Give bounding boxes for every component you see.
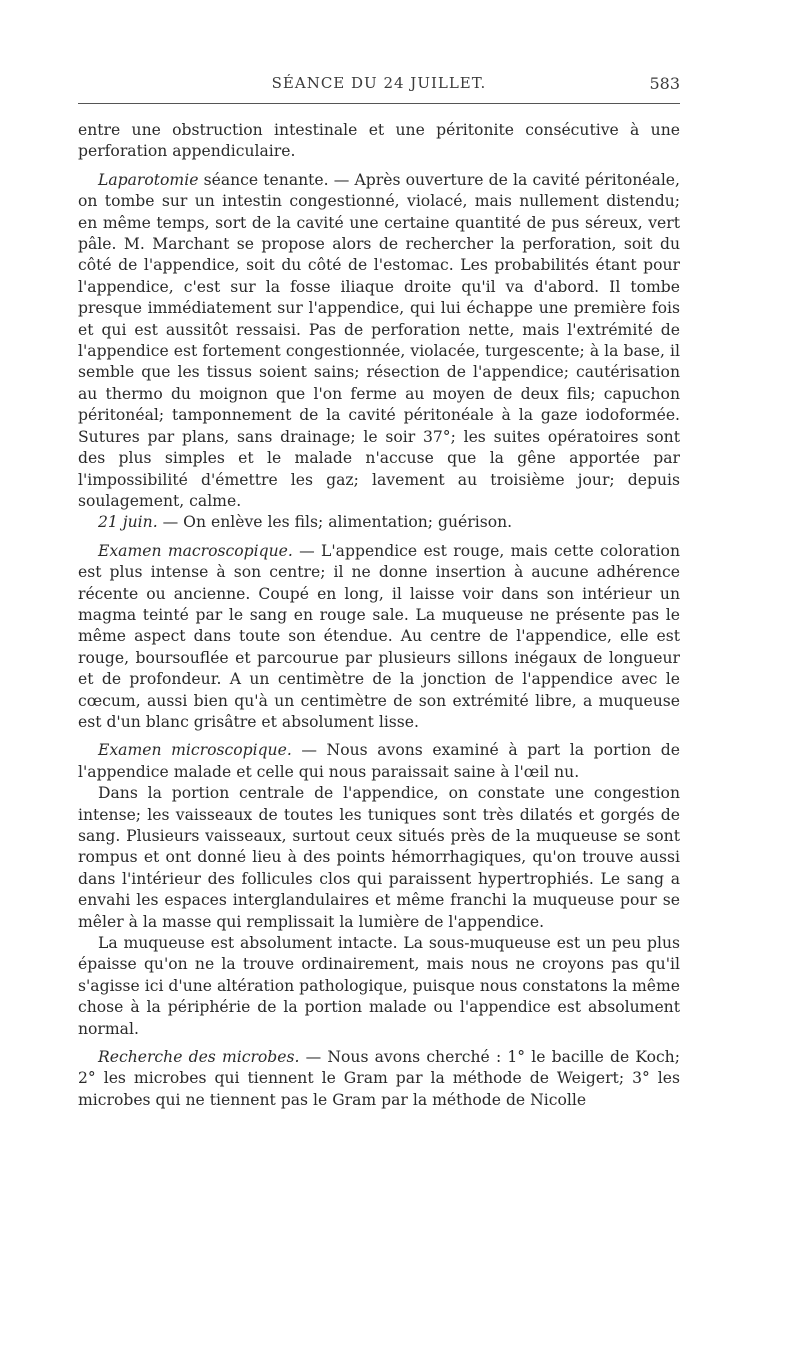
paragraph-laparotomie: Laparotomie séance tenante. — Après ouverture de la cavité péritonéale, on tombe sur un intestin congestionné, violacé, mais nullement distendu; en même temps, sort de la cavité une certaine quantité de pus séreux, vert pâle. M. Marchant se propose alors de rechercher la perforation, soit du côté de l'appendice, soit du côté de l'estomac. Les probabilités étant pour l'appendice, c'est sur la fosse iliaque droite qu'il va d'abord. Il tombe presque immédiatement sur l'appendice, qui lui échappe une première fois et qui est aussitôt ressaisi. Pas de perforation nette, mais l'extrémité de l'appendice est fortement congestionnée, violacée, turgescente; à la base, il semble que les tissus soient sains; résection de l'appendice; cautérisation au thermo du moignon que l'on ferme au moyen de deux fils; capuchon péritonéal; tamponnement de la cavité péritonéale à la gaze iodoformée. Sutures par plans, sans drainage; le soir 37°; les suites opératoires sont des plus simples et le malade n'accuse que la gêne apportée par l'impossibilité d'émettre les gaz; lavement au troisième jour; depuis soulagement, calme.: [78, 170, 680, 510]
paragraph-muqueuse: La muqueuse est absolument intacte. La sous-muqueuse est un peu plus épaisse qu'on ne la trouve ordinairement, mais nous ne croyons pas qu'il s'agisse ici d'une altération pathologique, puisque nous constatons la même chose à la périphérie de la portion malade ou l'appendice est absolument normal.: [78, 934, 680, 1038]
paragraph-examen-microscopique: Examen microscopique. — Nous avons examiné à part la portion de l'appendice malade et celle qui nous paraissait saine à l'œil nu.: [78, 741, 680, 781]
paragraph-lead: Laparotomie: [98, 170, 199, 189]
paragraph-lead: Examen macroscopique.: [98, 541, 293, 560]
paragraph-lead: 21 juin.: [98, 513, 158, 532]
page-number: 583: [649, 74, 680, 93]
paragraph-lead: Examen microscopique.: [98, 741, 292, 760]
paragraph-continuation: entre une obstruction intestinale et une péritonite consécutive à une perforation appendiculaire.: [78, 121, 680, 161]
running-header: [78, 74, 680, 98]
paragraph-examen-macroscopique: Examen macroscopique. — L'appendice est rouge, mais cette coloration est plus intense à son centre; il ne donne insertion à aucune adhérence récente ou ancienne. Coupé en long, il laisse voir dans son intérieur un magma teinté par le sang en rouge sale. La muqueuse ne présente pas le même aspect dans toute son étendue. Au centre de l'appendice, elle est rouge, boursouflée et parcourue par plusieurs sillons inégaux de longueur et de profondeur. A un centimètre de la jonction de l'appendice avec le cœcum, aussi bien qu'à un centimètre de son extrémité libre, a muqueuse est d'un blanc grisâtre et absolument lisse.: [78, 541, 680, 731]
running-title: SÉANCE DU 24 JUILLET.: [271, 74, 487, 92]
header-rule: [78, 103, 680, 104]
paragraph-21-juin: 21 juin. — On enlève les fils; alimentation; guérison.: [98, 513, 513, 532]
paragraph-lead: Recherche des microbes.: [98, 1048, 300, 1067]
paragraph-recherche-microbes: Recherche des microbes. — Nous avons cherché : 1° le bacille de Koch; 2° les microbes qui tiennent le Gram par la méthode de Weigert; 3° les microbes qui ne tiennent pas le Gram par la méthode de Nicolle: [78, 1048, 680, 1109]
paragraph-portion-centrale: Dans la portion centrale de l'appendice, on constate une congestion intense; les vaisseaux de toutes les tuniques sont très dilatés et gorgés de sang. Plusieurs vaisseaux, surtout ceux situés près de la muqueuse se sont rompus et ont donné lieu à des points hémorrhagiques, qu'on trouve aussi dans l'intérieur des follicules clos qui paraissent hypertrophiés. Le sang a envahi les espaces interglandulaires et même franchi la muqueuse pour se mêler à la masse qui remplissait la lumière de l'appendice.: [78, 784, 680, 931]
body-text: [78, 120, 680, 1111]
